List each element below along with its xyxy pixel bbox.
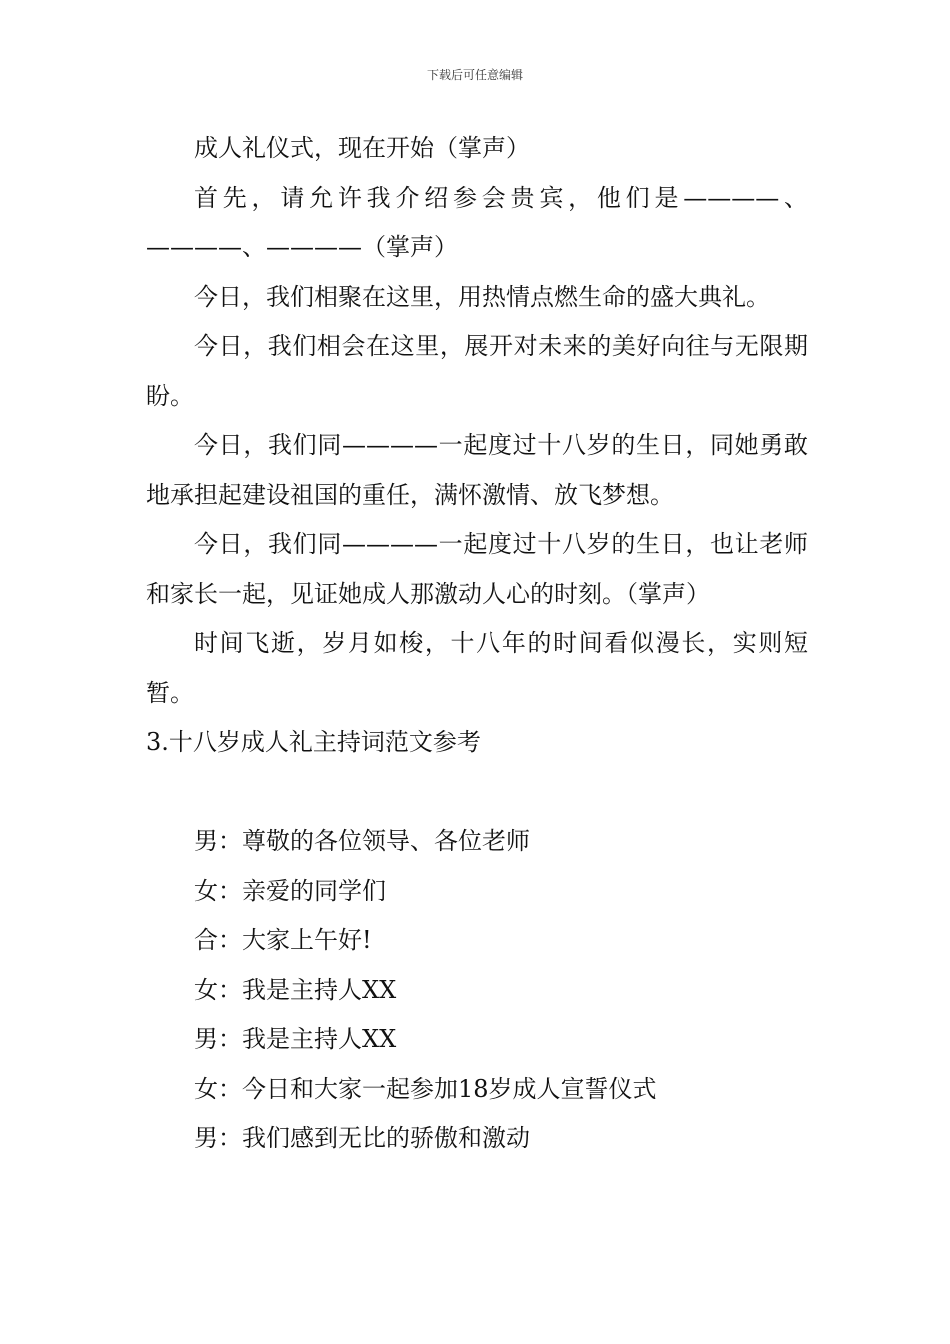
dialogue-line: 女：我是主持人XX [194,975,397,1004]
document-body [146,124,808,1164]
paragraph: 今日，我们相聚在这里，用热情点燃生命的盛大典礼。 [194,282,770,311]
dialogue-line: 女：亲爱的同学们 [194,876,386,905]
blank-line [146,768,808,818]
paragraph: 今日，我们同————一起度过十八岁的生日，也让老师和家长一起，见证她成人那激动人心的时刻。（掌声） [146,530,808,608]
dialogue-line: 合：大家上午好! [194,926,372,954]
page-header-note: 下载后可任意编辑 [426,68,523,82]
paragraph: 成人礼仪式，现在开始（掌声） [194,134,530,162]
dialogue-line: 男：我们感到无比的骄傲和激动 [194,1124,530,1152]
paragraph: 今日，我们同————一起度过十八岁的生日，同她勇敢地承担起建设祖国的重任，满怀激情、放飞梦想。 [146,431,808,509]
paragraph: 首先，请允许我介绍参会贵宾，他们是————、————、————（掌声） [146,183,808,261]
dialogue-line: 男：我是主持人XX [194,1025,397,1053]
paragraph: 时间飞逝，岁月如梭，十八年的时间看似漫长，实则短暂。 [146,629,808,707]
paragraph: 今日，我们相会在这里，展开对未来的美好向往与无限期盼。 [146,332,808,410]
dialogue-line: 女：今日和大家一起参加18岁成人宣誓仪式 [194,1074,657,1103]
section-heading: 3.十八岁成人礼主持词范文参考 [146,728,481,756]
dialogue-line: 男：尊敬的各位领导、各位老师 [194,827,530,855]
